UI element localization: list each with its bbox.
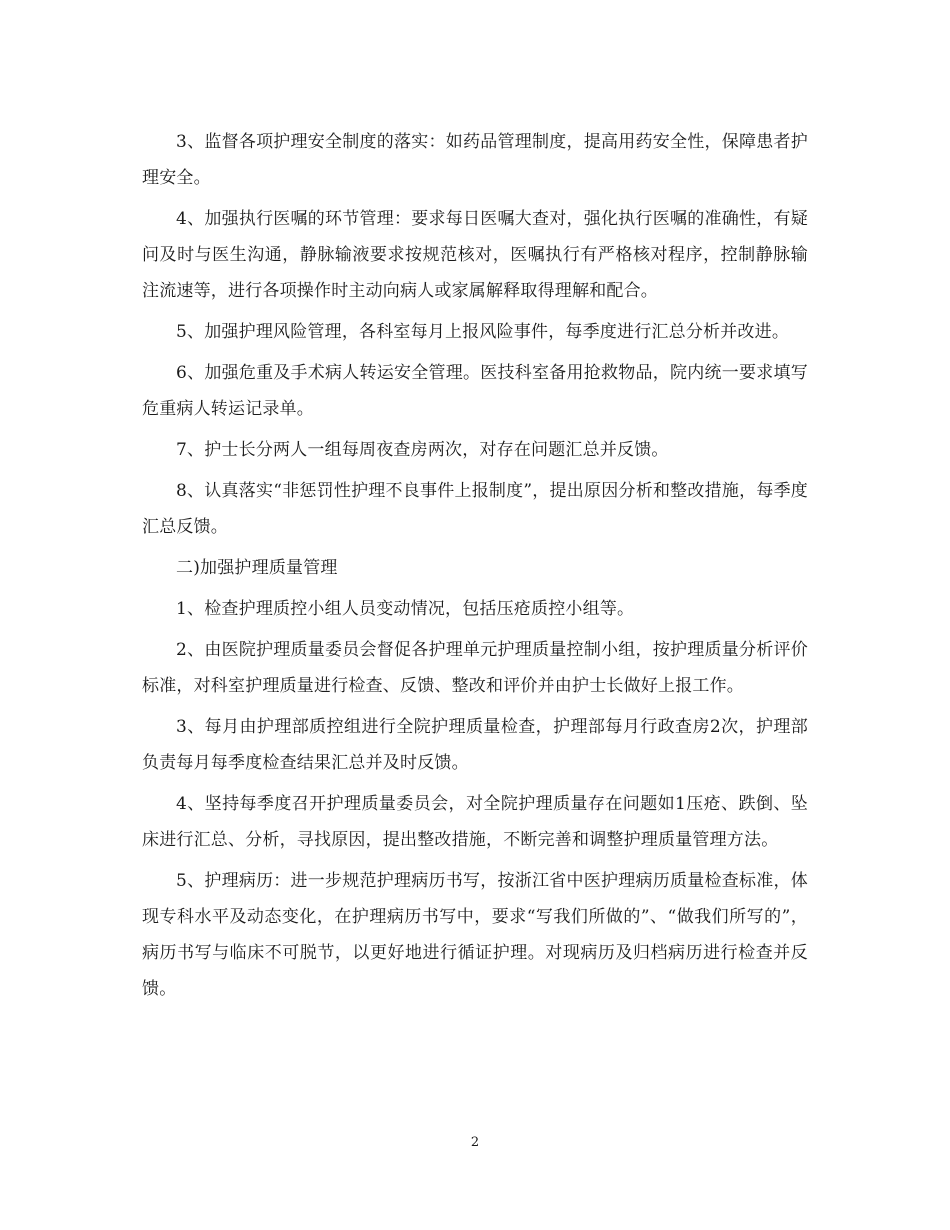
page-number: 2: [470, 1135, 480, 1150]
paragraph-q4-quarterly-meeting: 4、坚持每季度召开护理质量委员会，对全院护理质量存在问题如1压疮、跌倒、坠床进行汇总、分析，寻找原因，提出整改措施，不断完善和调整护理质量管理方法。: [142, 794, 808, 850]
paragraph-q5-nursing-records: 5、护理病历：进一步规范护理病历书写，按浙江省中医护理病历质量检查标准，体现专科水平及动态变化，在护理病历书写中，要求“写我们所做的”、“做我们所写的”，病历书写与临床不可脱节，以更好地进行循证护理。对现病历及归档病历进行检查并反馈。: [142, 871, 808, 999]
paragraph-q1-quality-groups: 1、检查护理质控小组人员变动情况，包括压疮质控小组等。: [176, 599, 635, 619]
paragraph-q3-monthly-inspection: 3、每月由护理部质控组进行全院护理质量检查，护理部每月行政查房2次，护理部负责每月每季度检查结果汇总并及时反馈。: [142, 717, 808, 773]
paragraph-6-patient-transfer: 6、加强危重及手术病人转运安全管理。医技科室备用抢救物品，院内统一要求填写危重病人转运记录单。: [142, 363, 808, 419]
paragraph-7-night-rounds: 7、护士长分两人一组每周夜查房两次，对存在问题汇总并反馈。: [176, 440, 669, 460]
paragraph-5-risk-management: 5、加强护理风险管理，各科室每月上报风险事件，每季度进行汇总分析并改进。: [176, 322, 790, 342]
paragraph-3-safety-rules: 3、监督各项护理安全制度的落实：如药品管理制度，提高用药安全性，保障患者护理安全。: [142, 132, 808, 188]
page-body: [142, 124, 808, 1012]
paragraph-8-adverse-events: 8、认真落实“非惩罚性护理不良事件上报制度”，提出原因分析和整改措施，每季度汇总反馈。: [142, 481, 808, 537]
section-heading-quality-management: 二)加强护理质量管理: [176, 558, 338, 578]
paragraph-4-doctor-orders: 4、加强执行医嘱的环节管理：要求每日医嘱大查对，强化执行医嘱的准确性，有疑问及时与医生沟通，静脉输液要求按规范核对，医嘱执行有严格核对程序，控制静脉输注流速等，进行各项操作时主动向病人或家属解释取得理解和配合。: [142, 209, 808, 301]
paragraph-q2-quality-committee: 2、由医院护理质量委员会督促各护理单元护理质量控制小组，按护理质量分析评价标准，对科室护理质量进行检查、反馈、整改和评价并由护士长做好上报工作。: [142, 640, 808, 696]
